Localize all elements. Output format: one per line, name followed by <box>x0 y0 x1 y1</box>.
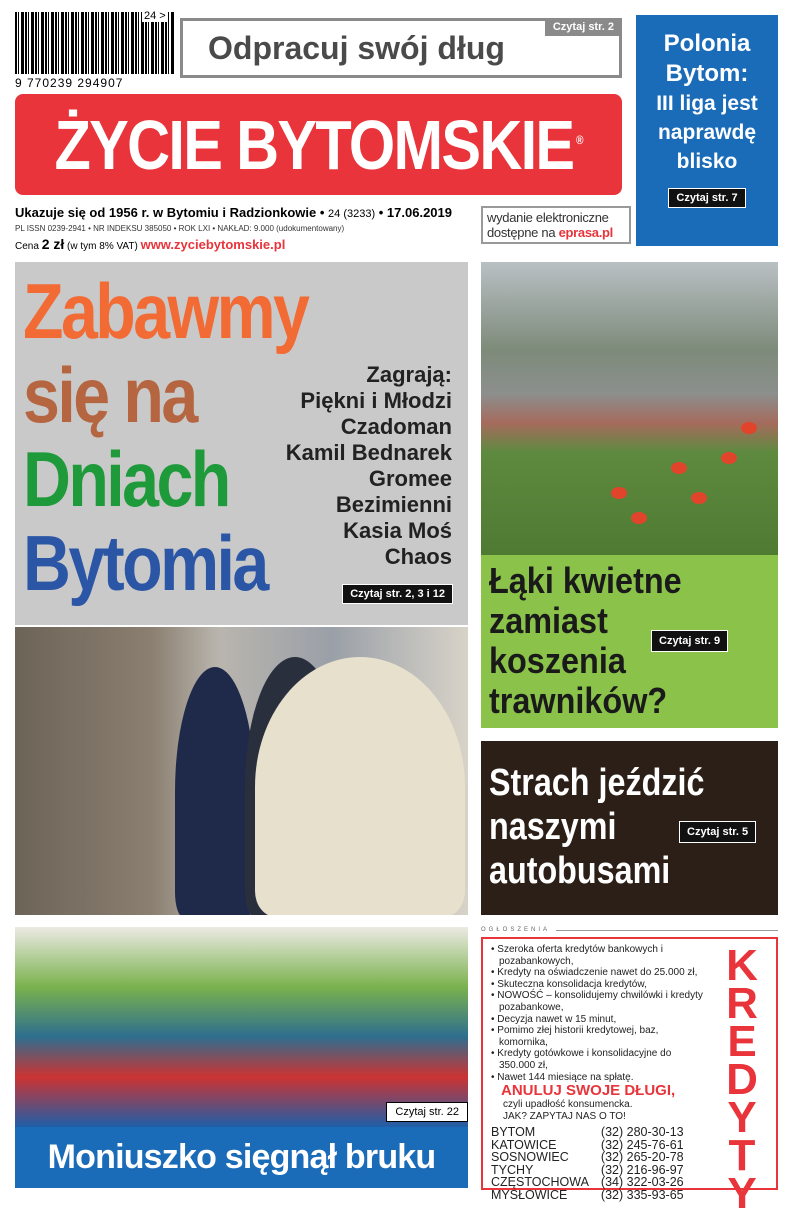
headline-line: trawników? <box>489 680 668 721</box>
headline-line: koszenia <box>489 640 626 681</box>
photo-young-men <box>15 627 468 915</box>
office-phone: (32) 280-30-13 <box>600 1125 684 1140</box>
headline-line: Strach jeździć <box>489 762 705 804</box>
issue-number: 24 (3233) <box>328 208 376 220</box>
teaser-line: Polonia <box>663 30 751 57</box>
ad-bullet: • Pomimo złej historii kredytowej, baz, komornika, <box>491 1025 706 1048</box>
ad-vertical-letter: E <box>727 1017 757 1066</box>
office-list <box>491 1126 696 1201</box>
office-row <box>491 1189 696 1202</box>
headline-line: się na <box>23 351 196 439</box>
laki-story[interactable] <box>481 555 778 728</box>
page-ref: Czytaj str. 9 <box>651 630 728 652</box>
office-row <box>491 1151 696 1164</box>
eprasa-link[interactable]: eprasa.pl <box>558 225 613 240</box>
ad-label: OGŁOSZENIA <box>481 927 778 933</box>
office-phone: (32) 216-96-97 <box>600 1162 684 1177</box>
headline-line: Dniach <box>23 435 229 523</box>
ad-bullet: • Kredyty na oświadczenie nawet do 25.000 zł, <box>491 967 706 979</box>
price-label: Cena <box>15 241 39 252</box>
office-city: KATOWICE <box>491 1137 557 1152</box>
lineup <box>286 362 452 570</box>
ad-subline: JAK? ZAPYTAJ NAS O TO! <box>503 1110 626 1122</box>
office-city: MYSŁOWICE <box>491 1187 568 1202</box>
website-link[interactable]: www.zyciebytomskie.pl <box>140 237 286 252</box>
lineup-item: Piękni i Młodzi <box>300 388 452 413</box>
lineup-item: Czadoman <box>340 414 452 439</box>
moniuszko-headline[interactable]: Moniuszko sięgnął bruku <box>15 1127 468 1188</box>
office-phone: (32) 265-20-78 <box>600 1150 684 1165</box>
ad-vertical-letter: Y <box>727 1169 757 1218</box>
ad-vertical-letter: R <box>726 979 758 1028</box>
lineup-item: Gromee <box>368 466 452 491</box>
page-ref: Czytaj str. 2 <box>545 18 622 36</box>
teaser-line: Bytom: <box>665 60 749 87</box>
teaser-line: blisko <box>676 150 738 173</box>
ad-bullet: • Szeroka oferta kredytów bankowych i pozabankowych, <box>491 944 706 967</box>
ad-vertical-letter: K <box>726 941 758 990</box>
teaser-line: naprawdę <box>657 121 757 144</box>
office-phone: (34) 322-03-26 <box>600 1175 684 1190</box>
office-city: SOSNOWIEC <box>491 1150 569 1165</box>
office-city: CZĘSTOCHOWA <box>491 1175 589 1190</box>
ad-bullet: • Kredyty gotówkowe i konsolidacyjne do 350.000 zł, <box>491 1048 706 1071</box>
office-row <box>491 1176 696 1189</box>
headline-line: naszymi <box>489 806 617 848</box>
office-row <box>491 1126 696 1139</box>
ad-vertical-letter: D <box>726 1055 758 1104</box>
office-city: BYTOM <box>491 1125 536 1140</box>
headline-line: Bytomia <box>23 519 267 607</box>
office-phone: (32) 245-76-61 <box>600 1137 684 1152</box>
lineup-item: Bezimienni <box>335 492 452 517</box>
ad-subline: czyli upadłość konsumencka. <box>503 1099 633 1111</box>
ad-vertical-letter: T <box>728 1131 756 1180</box>
ad-bullets <box>491 944 706 1083</box>
eprasa-text: wydanie elektroniczne dostępne na <box>487 210 609 240</box>
newspaper-logo <box>15 94 622 195</box>
page-ref: Czytaj str. 22 <box>386 1102 468 1122</box>
promo-headline: Odpracuj swój dług <box>208 29 505 66</box>
dni-bytomia-story[interactable] <box>15 262 468 625</box>
ad-bullet: • Skuteczna konsolidacja kredytów, <box>491 979 706 991</box>
page-ref: Czytaj str. 5 <box>679 821 756 843</box>
headline-line: zamiast <box>489 600 608 641</box>
lineup-title: Zagrają: <box>366 362 452 387</box>
lineup-item: Kasia Moś <box>343 518 452 543</box>
eprasa-box[interactable] <box>481 206 631 244</box>
promo-teaser[interactable] <box>180 18 622 78</box>
price: 2 zł <box>41 236 65 252</box>
vat-note: (w tym 8% VAT) <box>67 241 138 252</box>
ad-headline: ANULUJ SWOJE DŁUGI, <box>501 1082 676 1100</box>
ad-vertical-title <box>714 941 770 1218</box>
photo-stage-performers <box>15 927 468 1127</box>
ad-bullet: • Decyzja nawet w 15 minut, <box>491 1014 706 1026</box>
issue-mark: 24 > <box>144 10 166 22</box>
office-city: TYCHY <box>491 1162 534 1177</box>
barcode-number: 9 770239 294907 <box>15 76 124 90</box>
headline-line: Zabawmy <box>23 267 308 355</box>
logo-title: ŻYCIE BYTOMSKIE <box>54 105 574 184</box>
headline-line: autobusami <box>489 850 671 892</box>
page-ref: Czytaj str. 7 <box>668 188 745 208</box>
ad-vertical-letter: Y <box>727 1093 757 1142</box>
registered-mark: ® <box>576 133 583 148</box>
teaser-line: III liga jest <box>656 92 758 115</box>
ad-bullet: • NOWOŚĆ – konsolidujemy chwilówki i kredyty pozabankowe, <box>491 990 706 1013</box>
loan-advertisement <box>481 937 778 1218</box>
lineup-item: Chaos <box>384 544 452 569</box>
office-phone: (32) 335-93-65 <box>600 1187 684 1202</box>
page-ref: Czytaj str. 2, 3 i 12 <box>342 584 453 604</box>
issue-date: 17.06.2019 <box>386 205 452 220</box>
ad-bullet: • Nawet 144 miesiące na spłatę. <box>491 1072 706 1084</box>
issn-line: PL ISSN 0239-2941 • NR INDEKSU 385050 • ROK LXI • NAKŁAD: 9.000 (udokumentowany) <box>15 224 345 233</box>
photo-meadow <box>481 262 778 555</box>
strach-story[interactable] <box>481 741 778 915</box>
price-line <box>15 236 285 252</box>
headline-line: Łąki kwietne <box>489 560 682 601</box>
since-text: Ukazuje się od 1956 r. w Bytomiu i Radzionkowie <box>15 205 317 220</box>
polonia-teaser[interactable] <box>636 15 778 246</box>
issue-info: Ukazuje się od 1956 r. w Bytomiu i Radzionkowie • 24 (3233) • 17.06.2019 <box>15 205 452 220</box>
lineup-item: Kamil Bednarek <box>285 440 452 465</box>
